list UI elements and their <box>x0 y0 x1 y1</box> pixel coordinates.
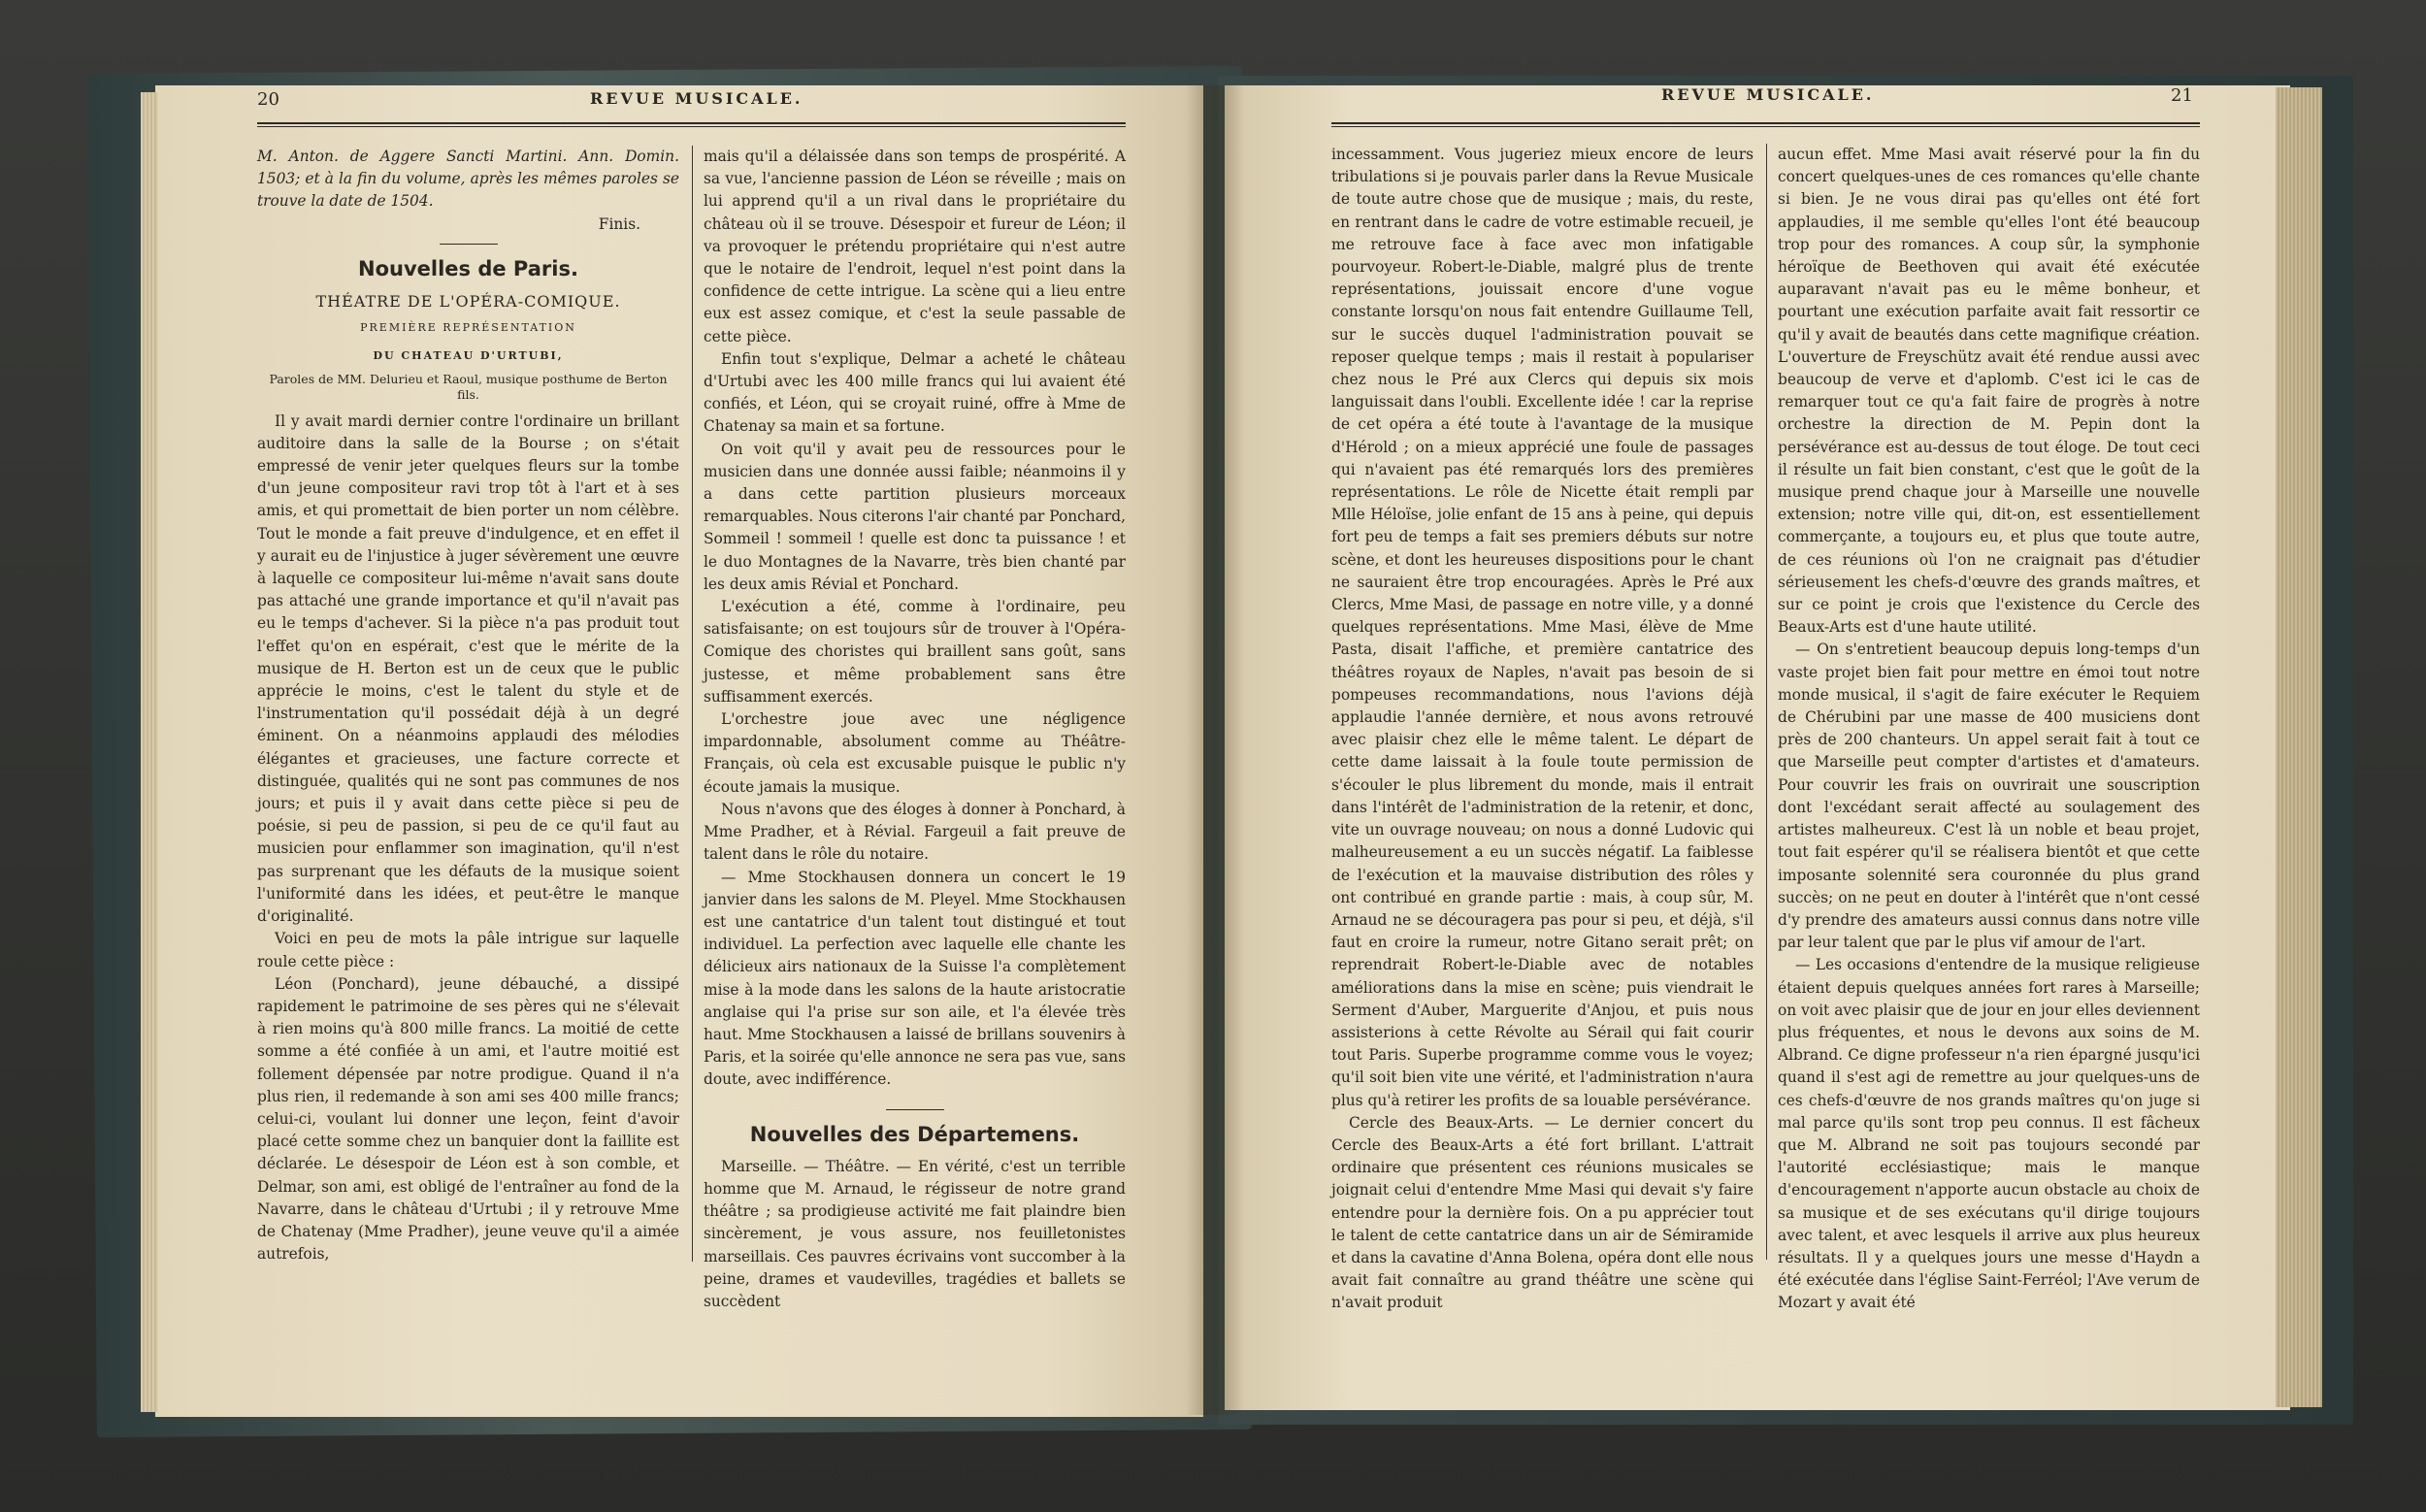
left-col-1 <box>257 146 679 1265</box>
paragraph: Il y avait mardi dernier contre l'ordinaire un brillant auditoire dans la salle de la Bourse ; on s'était empressé de venir jeter quelques fleurs sur la tombe d'un jeune compositeur ravi trop tôt à l'art et à ses amis, et qui promettait de bien porter un nom célèbre. Tout le monde a fait preuve d'indulgence, et en effet il y aurait eu de l'injustice à juger sévèrement une œuvre à laquelle ce compositeur lui-même n'avait sans doute pas attaché une grande importance et qu'il n'avait pas eu le temps d'achever. Si la pièce n'a pas produit tout l'effet qu'on en espérait, c'est que le mérite de la musique de H. Berton est un de ceux que le public apprécie le moins, c'est le talent du style et de l'instrumentation qu'il possédait déjà à un degré éminent. On a néanmoins applaudi des mélodies élégantes et gracieuses, une facture correcte et distinguée, qualités qui ne sont pas communes de nos jours; et puis il y avait dans cette pièce si peu de poésie, si peu de passion, si peu de ce qu'il faut au musicien pour enflammer son imagination, qu'il n'est pas surprenant que les défauts de la musique soient l'uniformité dans les idées, et peut-être le manque d'originalité. <box>257 411 679 926</box>
right-page <box>1225 85 2290 1410</box>
left-page-number: 20 <box>257 89 279 110</box>
paragraph: — On s'entretient beaucoup depuis long-temps d'un vaste projet bien fait pour mettre en émoi tout notre monde musical, il s'agit de faire exécuter le Requiem de Chérubini par une masse de 400 musiciens dont près de 200 chanteurs. Un appel serait fait à tout ce que Marseille peut compter d'artistes et d'amateurs. Pour couvrir les frais on ouvrirait une souscription dont l'excédant serait affecté au soulagement des artistes malheureux. C'est là un noble et beau projet, tout fait espérer qu'il se réalisera bientôt et que cette imposante solennité sera couronnée du plus grand succès; on ne peut en douter à l'intérêt que n'ont cessé d'y prendre des amateurs aussi connus dans notre ville par leur talent que par le plus vif amour de l'art. <box>1778 641 2200 952</box>
paragraph: mais qu'il a délaissée dans son temps de prospérité. A sa vue, l'ancienne passion de Léon se réveille ; mais on lui apprend qu'il a un rival dans le propriétaire du château où il se trouve. Désespoir et fureur de Léon; il va provoquer le prétendu propriétaire qui n'est autre que le notaire de l'endroit, lequel n'est point dans la confidence de cette intrigue. La scène qui a lieu entre eux est assez comique, et c'est la seule passable de cette pièce. <box>704 148 1126 345</box>
premiere-label: PREMIÈRE REPRÉSENTATION <box>360 321 576 335</box>
intro-text: M. Anton. de Aggere Sancti Martini. Ann. Domin. 1503; et à la fin du volume, après les mêmes paroles se trouve la date de 1504. <box>257 148 679 211</box>
paragraph: Cercle des Beaux-Arts. — Le dernier concert du Cercle des Beaux-Arts a été fort brillant. L'attrait ordinaire que présentent ces réunions musicales se joignait celui d'entendre Mme Masi qui devait s'y faire entendre pour la dernière fois. On a pu apprécier tout le talent de cette cantatrice dans un air de Sémiramide et dans la cavatine d'Anna Bolena, opéra dont elle nous avait fait connaître au grand théâtre une scène qui n'avait produit <box>1331 1113 1754 1312</box>
left-header-rule <box>257 122 1126 127</box>
page-edge-right <box>2276 87 2322 1407</box>
column-divider <box>1766 144 1767 1260</box>
paragraph: aucun effet. Mme Masi avait réservé pour la fin du concert quelques-unes de ces romances qu'elle chante si bien. Je ne vous dirai pas qu'elles ont été fort applaudies, il me semble qu'elles l'ont été beaucoup trop pour des romances. A coup sûr, la symphonie héroïque de Beethoven qui avait été exécutée auparavant n'avait pas eu le même bonheur, et pourtant une exécution parfaite avait fait ressortir ce qu'il y avait de beautés dans cette magnifique création. L'ouverture de Freyschütz avait été rendue aussi avec beaucoup de verve et d'aplomb. C'est ici le cas de remarquer tout ce qu'a fait faire de progrès à notre orchestre la direction de M. Pepin dont la persévérance est au-dessus de tout éloge. De tout ceci il résulte un fait bien constant, c'est que le goût de la musique prend chaque jour à Marseille une nouvelle extension; notre ville qui, dit-on, est essentiellement commerçante, a toujours eu, et plus que toute autre, de ces réunions où l'on ne craignait pas d'étudier sérieusement les chefs-d'œuvre des grands maîtres, et sur ce point je crois que l'existence du Cercle des Beaux-Arts est d'une haute utilité. <box>1778 146 2200 637</box>
left-page <box>155 85 1203 1417</box>
column-divider <box>692 146 693 1262</box>
section-title-paris: Nouvelles de Paris. <box>358 256 578 280</box>
spine-shadow <box>1186 85 1244 1415</box>
paragraph: Voici en peu de mots la pâle intrigue sur laquelle roule cette pièce : <box>257 930 679 970</box>
right-page-number: 21 <box>2171 85 2193 106</box>
paragraph: Nous n'avons que des éloges à donner à Ponchard, à Mme Pradher, et à Révial. Fargeuil a fait preuve de talent dans le rôle du notaire. <box>704 800 1126 864</box>
paragraph: On voit qu'il y avait peu de ressources pour le musicien dans une donnée aussi faible; néanmoins il y a dans cette partition plusieurs morceaux remarquables. Nous citerons l'air chanté par Ponchard, Sommeil ! sommeil ! quelle est donc ta puissance ! et le duo Montagnes de la Navarre, très bien chanté par les deux amis Révial et Ponchard. <box>704 440 1126 593</box>
left-col-2 <box>704 146 1126 1313</box>
paragraph: Marseille. — Théâtre. — En vérité, c'est un terrible homme que M. Arnaud, le régisseur de notre grand théâtre ; sa prodigieuse activité me fait plaindre bien sincèrement, je vous assure, nos feuilletonistes marseillais. Ces pauvres écrivains vont succomber à la peine, drames et vaudevilles, tragédies et ballets se succèdent <box>704 1157 1126 1310</box>
paragraph: Enfin tout s'explique, Delmar a acheté le château d'Urtubi avec les 400 mille francs qui lui avaient été confiés, et Léon, qui se croyait ruiné, offre à Mme de Chatenay sa main et sa fortune. <box>704 349 1126 436</box>
paragraph: L'orchestre joue avec une négligence impardonnable, absolument comme au Théâtre-Français, où cela est excusable puisque le public n'y écoute jamais la musique. <box>704 710 1126 796</box>
section-title-departements: Nouvelles des Départemens. <box>749 1122 1080 1146</box>
work-title: DU CHATEAU D'URTUBI, <box>373 349 564 363</box>
right-running-head: REVUE MUSICALE. <box>1661 85 1875 104</box>
finis-text: Finis. <box>598 214 640 233</box>
right-col-1 <box>1331 144 1754 1315</box>
paragraph: — Mme Stockhausen donnera un concert le 19 janvier dans les salons de M. Pleyel. Mme Stockhausen est une cantatrice d'un talent tout distingué et tout individuel. La perfection avec laquelle elle chante les délicieux airs nationaux de la Suisse l'a complètement mise à la mode dans les salons de la haute aristocratie anglaise qui l'a prise sur son aile, et l'a élevée très haut. Mme Stockhausen a laissé de brillans souvenirs à Paris, et la soirée qu'elle annonce ne sera pas vue, sans doute, avec indifférence. <box>704 868 1126 1089</box>
divider <box>440 244 498 245</box>
right-col-2 <box>1778 144 2200 1315</box>
paragraph: Léon (Ponchard), jeune débauché, a dissipé rapidement le patrimoine de ses pères qui ne s'élevait à rien moins qu'à 800 mille francs. La moitié de cette somme a été confiée à un ami, et l'autre moitié est follement dépensée par notre prodigue. Quand il n'a plus rien, il redemande à son ami ses 400 mille francs; celui-ci, voulant lui donner une leçon, feint d'avoir placé cette somme chez un banquier dont la faillite est déclarée. Le désespoir de Léon est à son comble, et Delmar, son ami, est obligé de l'entraîner au fond de la Navarre, dans le château d'Urtubi ; il y retrouve Mme de Chatenay (Mme Pradher), jeune veuve qu'il a aimée autrefois, <box>257 974 679 1264</box>
right-header-rule <box>1331 122 2200 127</box>
paragraph: — Les occasions d'entendre de la musique religieuse étaient depuis quelques années fort rares à Marseille; on voit avec plaisir que de jour en jour elles deviennent plus fréquentes, et nous le devons aux soins de M. Albrand. Ce digne professeur n'a rien épargné jusqu'ici quand il s'est agi de remettre au jour quelques-uns de ces chefs-d'œuvre de nos grands maîtres qu'on juge si mal parce qu'ils sont trop peu connus. Il est fâcheux que M. Albrand ne soit pas toujours secondé par l'autorité ecclésiastique; mais le manque d'encouragement n'apporte aucun obstacle au choix de sa musique et de ses exécutans qu'il dirige toujours avec talent, et avec lesquels il arrive aux plus heureux résultats. Il y a quelques jours une messe d'Haydn a été exécutée dans l'église Saint-Ferréol; l'Ave verum de Mozart y avait été <box>1778 956 2200 1312</box>
paragraph: incessamment. Vous jugeriez mieux encore de leurs tribulations si je pouvais parler dans la Revue Musicale de toute autre chose que de musique ; mais, du reste, en rentrant dans le cadre de votre estimable recueil, je me retrouve face à face avec mon infatigable pourvoyeur. Robert-le-Diable, malgré plus de trente représentations, jouissait encore d'une vogue constante lorsqu'on nous fait entendre Guillaume Tell, sur le succès duquel l'administration pouvait se reposer quelque temps ; mais il restait à populariser chez nous le Pré aux Clercs qui depuis six mois languissait dans l'oubli. Excellente idée ! car la reprise de cet opéra a été toute à l'avantage de la musique d'Hérold ; on a mieux apprécié une foule de passages qui n'avaient pas été remarqués lors des premières représentations. Le rôle de Nicette était rempli par Mlle Héloïse, jolie enfant de 15 ans à peine, qui depuis fort peu de temps a fait ses premiers débuts sur notre scène, et dont les heureuses dispositions pour le chant ne sauraient être trop encouragées. Après le Pré aux Clercs, Mme Masi, de passage en notre ville, y a donné quelques représentations. Mme Masi, élève de Mme Pasta, disait l'affiche, et première cantatrice des théâtres royaux de Naples, n'avait pas besoin de si pompeuses recommandations, nous l'avions déjà applaudie l'année dernière, et nous avons retrouvé avec plaisir chez elle le même talent. Le départ de cette dame laissait à la foule toute permission de s'écouler le plus librement du monde, mais il entrait dans l'intérêt de l'administration de la retenir, et donc, vite un ouvrage nouveau; on nous a donné Ludovic qui malheureusement a eu un succès négatif. La faiblesse de l'exécution et la mauvaise distribution des rôles y ont contribué en grande partie : mais, à coup sûr, M. Arnaud ne se découragera pas pour si peu, et déjà, s'il faut en croire la rumeur, notre Gitano serait prêt; on reprendrait Robert-le-Diable avec de notables améliorations dans la mise en scène; puis viendrait le Serment d'Auber, Marguerite d'Anjou, et puis nous assisterions à cette Révolte au Sérail qui fait courir tout Paris. Superbe programme comme vous le voyez; qu'il soit bien vite une vérité, et l'administration n'aura plus qu'à retirer les profits de sa louable persévérance. <box>1331 146 1754 1109</box>
credits: Paroles de MM. Delurieu et Raoul, musique posthume de Berton fils. <box>269 371 668 402</box>
page-edge-left <box>141 92 158 1412</box>
paragraph: L'exécution a été, comme à l'ordinaire, peu satisfaisante; on est toujours sûr de trouver à l'Opéra-Comique des choristes qui braillent sans goût, sans justesse, et même probablement sans être suffisamment exercés. <box>704 598 1126 706</box>
left-running-head: REVUE MUSICALE. <box>590 89 803 108</box>
theatre-heading: THÉATRE DE L'OPÉRA-COMIQUE. <box>315 292 621 312</box>
divider <box>886 1109 944 1110</box>
